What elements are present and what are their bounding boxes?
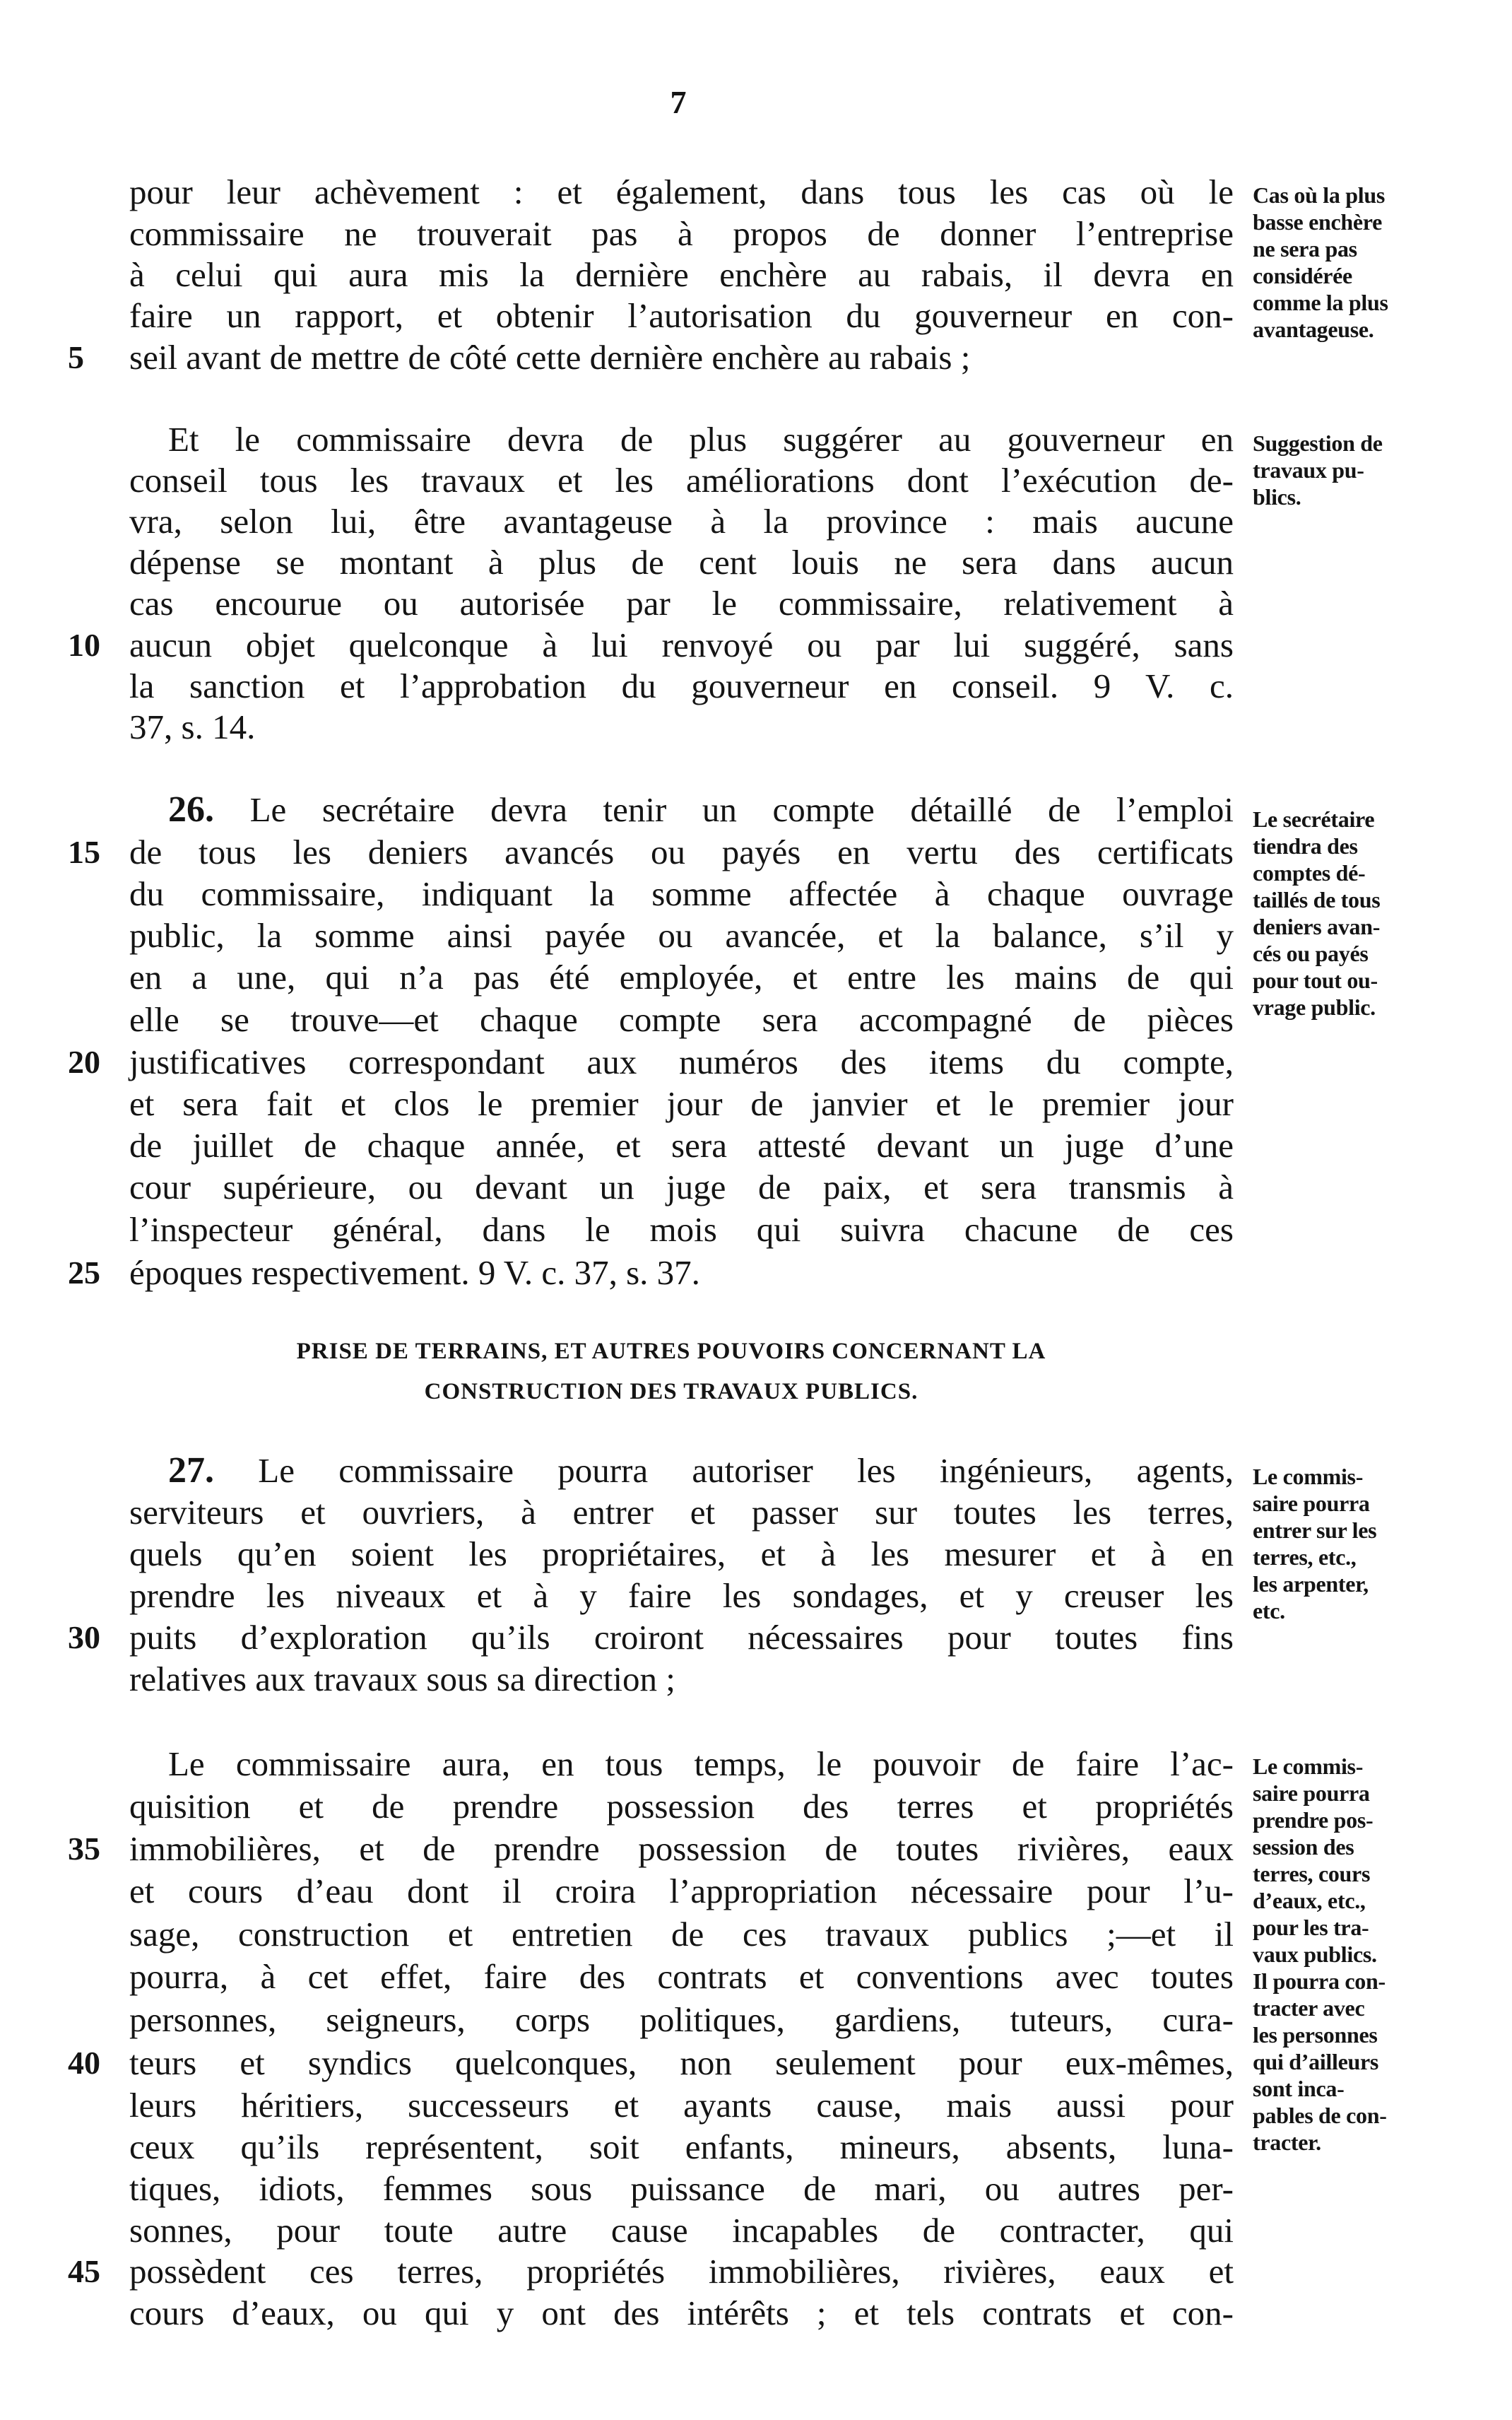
text-line: public, la somme ainsi payée ou avancée, et la balance, s’il y <box>129 916 1234 955</box>
text-line: du commissaire, indiquant la somme affectée à chaque ouvrage <box>129 874 1234 913</box>
text-line: personnes, seigneurs, corps politiques, gardiens, tuteurs, cura- <box>129 2000 1234 2039</box>
text-line: commissaire ne trouverait pas à propos de donner l’entreprise <box>129 214 1234 253</box>
margin-note-line: cés ou payés <box>1253 941 1369 966</box>
line-number: 30 <box>68 1619 100 1655</box>
margin-note-line: considérée <box>1253 263 1352 288</box>
text-line: et sera fait et clos le premier jour de janvier et le premier jour <box>129 1084 1234 1123</box>
page-number: 7 <box>670 84 687 120</box>
line-number: 5 <box>68 339 84 375</box>
margin-note-line: basse enchère <box>1253 209 1383 235</box>
margin-note-line: tracter avec <box>1253 1995 1365 2021</box>
text-line: ceux qu’ils représentent, soit enfants, mineurs, absents, luna- <box>129 2127 1234 2166</box>
margin-note-line: taillés de tous <box>1253 887 1381 912</box>
text-line: justificatives correspondant aux numéros des items du compte, <box>129 1042 1234 1081</box>
margin-note-line: avantageuse. <box>1253 317 1374 342</box>
line-number: 25 <box>68 1255 100 1291</box>
margin-note-line: d’eaux, etc., <box>1253 1888 1366 1913</box>
margin-note-line: sont inca- <box>1253 2076 1345 2101</box>
text-line: serviteurs et ouvriers, à entrer et passer sur toutes les terres, <box>129 1493 1234 1532</box>
text-line: 37, s. 14. <box>129 707 256 746</box>
text-line <box>168 1451 1234 1491</box>
text-line: sage, construction et entretien de ces travaux publics ;—et il <box>129 1915 1234 1954</box>
margin-note-line: vaux publics. <box>1253 1942 1377 1967</box>
text-line: Et le commissaire devra de plus suggérer au gouverneur en <box>168 420 1234 459</box>
margin-note-line: terres, etc., <box>1253 1544 1357 1570</box>
line-number: 15 <box>68 834 100 870</box>
margin-note-line: pour tout ou- <box>1253 968 1378 993</box>
text-line: cours d’eaux, ou qui y ont des intérêts ; et tels contrats et con- <box>129 2293 1234 2332</box>
margin-note-line: Le commis- <box>1253 1464 1364 1489</box>
line-number: 10 <box>68 627 100 663</box>
margin-note-line: tracter. <box>1253 2130 1321 2155</box>
text-line: teurs et syndics quelconques, non seulement pour eux-mêmes, <box>129 2043 1234 2082</box>
section-heading: PRISE DE TERRAINS, ET AUTRES POUVOIRS CONCERNANT LA <box>296 1339 1046 1364</box>
text-line: faire un rapport, et obtenir l’autorisation du gouverneur en con- <box>129 296 1234 335</box>
text-line: possèdent ces terres, propriétés immobilières, rivières, eaux et <box>129 2252 1234 2291</box>
text-line: pour leur achèvement : et également, dans tous les cas où le <box>129 172 1234 211</box>
text-line: conseil tous les travaux et les améliorations dont l’exécution de- <box>129 461 1234 500</box>
text-line: aucun objet quelconque à lui renvoyé ou par lui suggéré, sans <box>129 625 1234 664</box>
text-line: sonnes, pour toute autre cause incapables de contracter, qui <box>129 2211 1234 2250</box>
line-number: 40 <box>68 2045 100 2081</box>
margin-note-line: deniers avan- <box>1253 914 1381 939</box>
text-line: à celui qui aura mis la dernière enchère au rabais, il devra en <box>129 255 1234 294</box>
margin-note <box>1253 1753 1465 2156</box>
margin-note-line: Le secrétaire <box>1253 806 1375 832</box>
text-line: elle se trouve—et chaque compte sera accompagné de pièces <box>129 1000 1234 1039</box>
margin-note-line: session des <box>1253 1834 1354 1860</box>
text-line: la sanction et l’approbation du gouverneur en conseil. 9 V. c. <box>129 666 1234 705</box>
margin-note-line: pour les tra- <box>1253 1915 1369 1940</box>
margin-note-line: Suggestion de <box>1253 430 1383 456</box>
margin-note-line: Il pourra con- <box>1253 1968 1386 1994</box>
margin-note <box>1253 1463 1465 1624</box>
text-line: cas encourue ou autorisée par le commissaire, relativement à <box>129 584 1234 623</box>
text-line: puits d’exploration qu’ils croiront nécessaires pour toutes fins <box>129 1618 1234 1657</box>
text-line <box>168 790 1234 830</box>
margin-note-line: comptes dé- <box>1253 860 1366 886</box>
text-line: tiques, idiots, femmes sous puissance de mari, ou autres per- <box>129 2169 1234 2208</box>
margin-note-line: prendre pos- <box>1253 1807 1374 1833</box>
margin-note-line: pables de con- <box>1253 2103 1387 2128</box>
margin-note-line: qui d’ailleurs <box>1253 2049 1379 2074</box>
text-line: époques respectivement. 9 V. c. 37, s. 37. <box>129 1253 700 1292</box>
text-span: Le secrétaire devra tenir un compte détaillé de l’emploi <box>214 790 1234 829</box>
margin-note-line: Le commis- <box>1253 1754 1364 1779</box>
line-number: 45 <box>68 2253 100 2289</box>
line-number: 20 <box>68 1044 100 1080</box>
margin-note-line: saire pourra <box>1253 1780 1370 1806</box>
margin-note-line: comme la plus <box>1253 290 1388 315</box>
text-line: quels qu’en soient les propriétaires, et à les mesurer et à en <box>129 1534 1234 1573</box>
text-line: seil avant de mettre de côté cette dernière enchère au rabais ; <box>129 338 971 377</box>
margin-note-line: terres, cours <box>1253 1861 1371 1886</box>
margin-note-line: ne sera pas <box>1253 236 1357 262</box>
margin-note <box>1253 182 1465 343</box>
margin-note-line: les arpenter, <box>1253 1571 1369 1597</box>
margin-note-line: Cas où la plus <box>1253 182 1385 208</box>
text-span: Le commissaire pourra autoriser les ingénieurs, agents, <box>214 1451 1234 1490</box>
section-number: 26. <box>168 789 214 830</box>
text-line: et cours d’eau dont il croira l’appropriation nécessaire pour l’u- <box>129 1872 1234 1910</box>
text-line: de tous les deniers avancés ou payés en vertu des certificats <box>129 833 1234 871</box>
text-line: leurs héritiers, successeurs et ayants cause, mais aussi pour <box>129 2086 1234 2125</box>
text-line: immobilières, et de prendre possession de toutes rivières, eaux <box>129 1829 1234 1868</box>
margin-note-line: blics. <box>1253 484 1301 510</box>
margin-note-line: vrage public. <box>1253 994 1376 1020</box>
section-heading: CONSTRUCTION DES TRAVAUX PUBLICS. <box>424 1379 919 1404</box>
line-number: 35 <box>68 1831 100 1867</box>
margin-note <box>1253 806 1465 1021</box>
text-line: pourra, à cet effet, faire des contrats et conventions avec toutes <box>129 1957 1234 1996</box>
margin-note-line: etc. <box>1253 1598 1285 1623</box>
section-number: 27. <box>168 1450 214 1491</box>
text-line: dépense se montant à plus de cent louis ne sera dans aucun <box>129 543 1234 582</box>
text-line: cour supérieure, ou devant un juge de paix, et sera transmis à <box>129 1168 1234 1206</box>
margin-note-line: tiendra des <box>1253 833 1358 859</box>
margin-note <box>1253 430 1465 510</box>
text-line: de juillet de chaque année, et sera attesté devant un juge d’une <box>129 1126 1234 1165</box>
text-line: prendre les niveaux et à y faire les sondages, et y creuser les <box>129 1576 1234 1615</box>
text-line: Le commissaire aura, en tous temps, le pouvoir de faire l’ac- <box>168 1744 1234 1783</box>
text-line: quisition et de prendre possession des terres et propriétés <box>129 1787 1234 1826</box>
text-line: vra, selon lui, être avantageuse à la province : mais aucune <box>129 502 1234 541</box>
margin-note-line: travaux pu- <box>1253 457 1364 483</box>
margin-note-line: entrer sur les <box>1253 1517 1377 1543</box>
text-line: l’inspecteur général, dans le mois qui suivra chacune de ces <box>129 1210 1234 1249</box>
text-line: relatives aux travaux sous sa direction ; <box>129 1660 675 1698</box>
margin-note-line: les personnes <box>1253 2022 1378 2048</box>
margin-note-line: saire pourra <box>1253 1491 1370 1516</box>
text-line: en a une, qui n’a pas été employée, et entre les mains de qui <box>129 958 1234 997</box>
